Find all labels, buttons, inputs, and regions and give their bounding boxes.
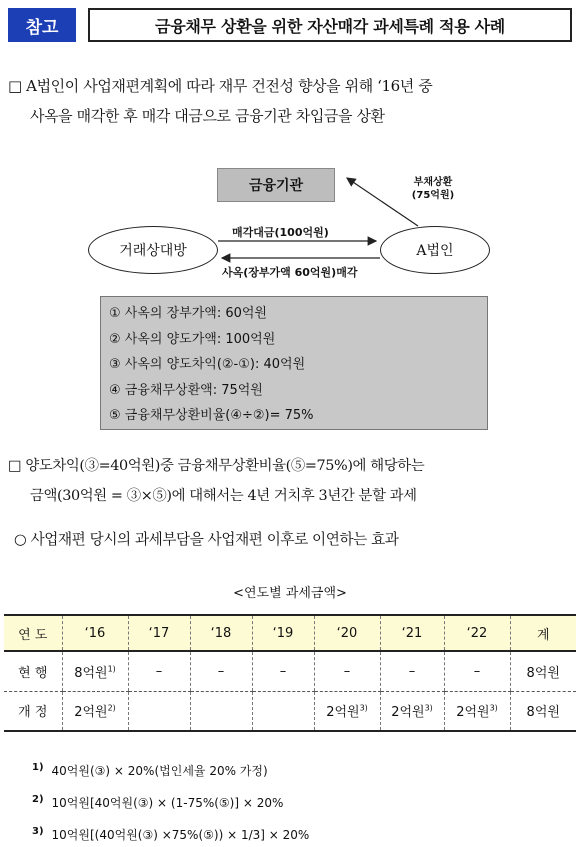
table-header-cell: ‘20: [314, 615, 380, 651]
point3-text: 사업재편 당시의 과세부담을 사업재편 이후로 이연하는 효과: [30, 531, 399, 548]
repay-label: 부채상환: [413, 177, 453, 188]
intro-text-1: A법인이 사업재편계획에 따라 재무 건전성 향상을 위해 ‘16년 중: [26, 77, 433, 95]
table-cell: 8억원: [510, 691, 576, 731]
calc-item: ④ 금융채무상환액: 75억원: [109, 382, 263, 398]
table-cell: –: [128, 651, 190, 691]
table-cell: –: [380, 651, 444, 691]
table-header-cell: ‘16: [62, 615, 128, 651]
repay-amount: (75억원): [411, 190, 455, 201]
calc-item: ① 사옥의 장부가액: 60억원: [109, 306, 267, 321]
checkbox-bullet-icon: □: [8, 77, 22, 95]
table-cell: 8억원: [510, 651, 576, 691]
table-header-row: [4, 615, 576, 651]
intro-text-2: 사옥을 매각한 후 매각 대금으로 금융기관 차입금을 상환: [30, 107, 385, 125]
sale-label: 사옥(장부가액 60억원)매각: [222, 266, 358, 279]
counterparty-oval: 거래상대방: [88, 226, 218, 274]
footnote: $^{2)}$ 10억원[40억원(③) × (1-75%(⑤)] × 20%: [32, 794, 284, 810]
table-cell: [190, 691, 252, 731]
circle-bullet-icon: ○: [14, 531, 27, 548]
footnote: $^{1)}$ 40억원(③) × 20%(법인세율 20% 가정): [32, 762, 268, 778]
checkbox-bullet-icon: □: [8, 458, 22, 474]
calc-item: ② 사옥의 양도가액: 100억원: [109, 331, 276, 347]
table-cell: –: [444, 651, 510, 691]
point2-line-1: [8, 452, 424, 480]
table-header-cell: ‘22: [444, 615, 510, 651]
company-oval: A법인: [380, 226, 490, 274]
table-header-cell: 연 도: [4, 615, 62, 651]
table-cell: 2억원$^{3)}$: [380, 691, 444, 731]
table-cell: 2억원$^{2)}$: [62, 691, 128, 731]
diagram-arrows: [0, 0, 580, 300]
table-cell: 2억원$^{3)}$: [314, 691, 380, 731]
point2-text-2: 금액(30억원 = ③×⑤)에 대해서는 4년 거치후 3년간 분할 과세: [30, 488, 417, 504]
table-cell: 2억원$^{3)}$: [444, 691, 510, 731]
table-header-cell: ‘21: [380, 615, 444, 651]
calculation-box: [100, 296, 488, 430]
row-label: 현 행: [4, 651, 62, 691]
table-row-revised: [4, 691, 576, 731]
table-cell: [252, 691, 314, 731]
point2-text-1: 양도차익(③=40억원)중 금융채무상환비율(⑤=75%)에 해당하는: [25, 458, 425, 474]
tax-table: [4, 614, 576, 732]
table-cell: –: [190, 651, 252, 691]
bank-box: 금융기관: [217, 168, 335, 202]
table-header-cell: ‘17: [128, 615, 190, 651]
reference-tag: 참고: [8, 8, 76, 42]
calc-item: ⑤ 금융채무상환비율(④÷②)= 75%: [109, 408, 314, 423]
point3-line: [14, 526, 398, 554]
calc-item: ③ 사옥의 양도차익(②-①): 40억원: [109, 357, 306, 372]
table-cell: –: [252, 651, 314, 691]
table-cell: 8억원$^{1)}$: [62, 651, 128, 691]
table-caption: <연도별 과세금액>: [233, 586, 347, 601]
table-header-cell: ‘18: [190, 615, 252, 651]
row-label: 개 정: [4, 691, 62, 731]
footnote: $^{3)}$ 10억원[(40억원(③) ×75%(⑤)) × 1/3] × 20%: [32, 826, 310, 842]
payment-label: 매각대금(100억원): [232, 226, 329, 239]
page-title: 금융채무 상환을 위한 자산매각 과세특례 적용 사례: [88, 8, 572, 42]
table-cell: [128, 691, 190, 731]
table-header-cell: 계: [510, 615, 576, 651]
table-row-current: [4, 651, 576, 691]
table-cell: –: [314, 651, 380, 691]
table-header-cell: ‘19: [252, 615, 314, 651]
